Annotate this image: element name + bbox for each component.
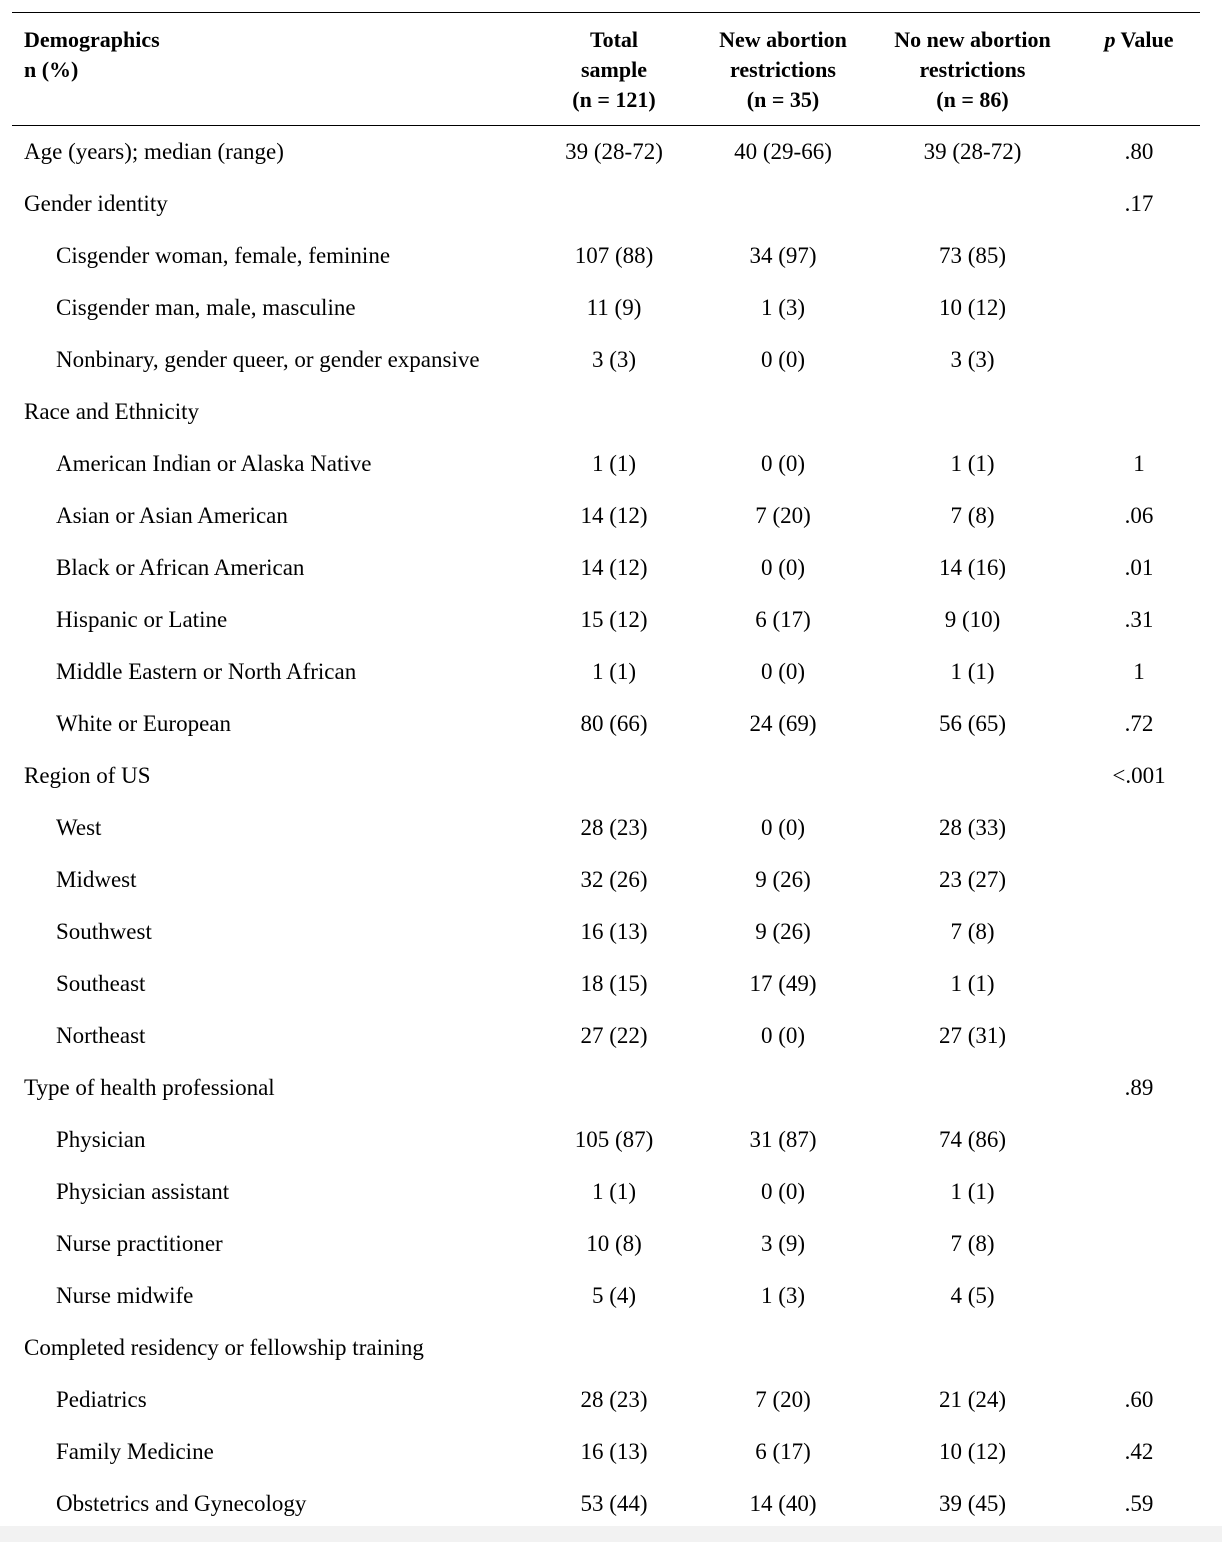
cell-new-restrictions: 9 (26) [755, 867, 811, 892]
row-label: Gender identity [24, 191, 168, 216]
cell-new-restrictions: 0 (0) [760, 451, 806, 476]
cell-new-restrictions: 0 (0) [760, 1023, 806, 1048]
row-label: Race and Ethnicity [24, 399, 199, 424]
cell-p-value [1078, 802, 1200, 854]
table-row [12, 178, 1200, 230]
row-label: Nurse midwife [56, 1283, 194, 1308]
table-row [12, 802, 1200, 854]
cell-no-new-restrictions: 1 (1) [950, 659, 995, 684]
header-new-restrictions [699, 13, 867, 126]
header-new-line: restrictions [730, 57, 836, 82]
cell-no-new-restrictions [867, 178, 1078, 230]
table-row [12, 126, 1200, 179]
table-row [12, 1374, 1200, 1426]
cell-p-value [1078, 1270, 1200, 1322]
cell-p-value [1078, 1322, 1200, 1374]
row-label: Region of US [24, 763, 151, 788]
cell-total-sample: 14 (12) [580, 555, 648, 580]
cell-no-new-restrictions: 3 (3) [950, 347, 995, 372]
cell-p-value [1078, 1114, 1200, 1166]
cell-p-value [1078, 1010, 1200, 1062]
row-label: Middle Eastern or North African [56, 659, 357, 684]
cell-p-value [1078, 282, 1200, 334]
cell-total-sample: 1 (1) [591, 451, 637, 476]
row-label: Physician [56, 1127, 146, 1152]
row-label: Cisgender woman, female, feminine [56, 243, 391, 268]
cell-no-new-restrictions: 21 (24) [938, 1387, 1007, 1412]
row-label: Nurse practitioner [56, 1231, 223, 1256]
table-row [12, 334, 1200, 386]
table-row [12, 1062, 1200, 1114]
row-label: Southwest [56, 919, 152, 944]
table-row [12, 490, 1200, 542]
cell-p-value: <.001 [1112, 763, 1166, 788]
row-label: Family Medicine [56, 1439, 214, 1464]
header-total-line: Total [589, 27, 639, 52]
cell-total-sample: 80 (66) [580, 711, 648, 736]
cell-total-sample: 32 (26) [580, 867, 648, 892]
cell-new-restrictions: 6 (17) [755, 1439, 811, 1464]
cell-p-value: 1 [1133, 659, 1145, 684]
cell-new-restrictions: 9 (26) [755, 919, 811, 944]
cell-no-new-restrictions: 56 (65) [938, 711, 1007, 736]
cell-new-restrictions: 1 (3) [760, 1283, 806, 1308]
header-new-line: New abortion [719, 27, 847, 52]
table-row [12, 594, 1200, 646]
row-label: American Indian or Alaska Native [56, 451, 372, 476]
cell-new-restrictions [699, 178, 867, 230]
cell-no-new-restrictions: 28 (33) [938, 815, 1007, 840]
row-label: Northeast [56, 1023, 146, 1048]
cell-p-value [1078, 906, 1200, 958]
header-p-value [1078, 13, 1200, 126]
cell-no-new-restrictions: 14 (16) [938, 555, 1007, 580]
cell-new-restrictions: 0 (0) [760, 555, 806, 580]
cell-new-restrictions: 7 (20) [755, 1387, 811, 1412]
cell-no-new-restrictions: 4 (5) [950, 1283, 995, 1308]
cell-new-restrictions [699, 750, 867, 802]
header-no-new-line: (n = 86) [936, 87, 1009, 112]
header-no-new-line: No new abortion [894, 27, 1051, 52]
cell-total-sample: 105 (87) [574, 1127, 654, 1152]
table-row [12, 1426, 1200, 1478]
cell-no-new-restrictions: 27 (31) [938, 1023, 1007, 1048]
cell-total-sample: 53 (44) [580, 1491, 648, 1516]
demographics-table-container [12, 12, 1200, 1531]
row-label: Obstetrics and Gynecology [56, 1491, 307, 1516]
cell-p-value: .60 [1124, 1387, 1154, 1412]
table-row [12, 1218, 1200, 1270]
header-demographics-line: Demographics [24, 27, 160, 52]
cell-total-sample [529, 178, 699, 230]
table-header [12, 13, 1200, 126]
cell-p-value: .80 [1124, 139, 1154, 164]
cell-no-new-restrictions: 39 (28-72) [923, 139, 1022, 164]
cell-p-value [1078, 230, 1200, 282]
cell-total-sample: 39 (28-72) [565, 139, 663, 164]
row-label: Cisgender man, male, masculine [56, 295, 356, 320]
table-row [12, 646, 1200, 698]
cell-new-restrictions: 7 (20) [755, 503, 811, 528]
table-row [12, 542, 1200, 594]
cell-no-new-restrictions: 73 (85) [938, 243, 1007, 268]
cell-no-new-restrictions: 74 (86) [938, 1127, 1007, 1152]
table-row [12, 1322, 1200, 1374]
table-row [12, 698, 1200, 750]
table-body [12, 126, 1200, 1531]
cell-p-value [1078, 1166, 1200, 1218]
cell-no-new-restrictions: 1 (1) [950, 1179, 995, 1204]
table-row [12, 1114, 1200, 1166]
header-row [12, 13, 1200, 126]
table-row [12, 230, 1200, 282]
cell-new-restrictions: 1 (3) [760, 295, 806, 320]
cell-new-restrictions: 24 (69) [749, 711, 817, 736]
cell-p-value: .31 [1124, 607, 1154, 632]
page-bottom-strip [0, 1526, 1222, 1542]
cell-total-sample: 28 (23) [580, 815, 648, 840]
table-row [12, 1010, 1200, 1062]
table-row [12, 438, 1200, 490]
cell-p-value [1078, 1218, 1200, 1270]
cell-p-value: .17 [1124, 191, 1154, 216]
cell-p-value: .01 [1124, 555, 1154, 580]
cell-p-value [1078, 958, 1200, 1010]
cell-no-new-restrictions: 7 (8) [950, 1231, 995, 1256]
cell-new-restrictions: 3 (9) [760, 1231, 806, 1256]
row-label: Black or African American [56, 555, 305, 580]
cell-p-value [1078, 334, 1200, 386]
row-label: Age (years); median (range) [24, 139, 284, 164]
header-total-line: (n = 121) [572, 87, 656, 112]
table-row [12, 958, 1200, 1010]
row-label: Hispanic or Latine [56, 607, 228, 632]
cell-new-restrictions: 40 (29-66) [734, 139, 832, 164]
cell-no-new-restrictions [867, 1322, 1078, 1374]
cell-new-restrictions: 31 (87) [749, 1127, 817, 1152]
header-no-new-restrictions [867, 13, 1078, 126]
cell-p-value: .72 [1124, 711, 1154, 736]
cell-total-sample: 16 (13) [580, 919, 648, 944]
cell-total-sample: 5 (4) [591, 1283, 637, 1308]
cell-no-new-restrictions [867, 750, 1078, 802]
cell-total-sample: 14 (12) [580, 503, 648, 528]
cell-total-sample: 27 (22) [580, 1023, 648, 1048]
cell-p-value: 1 [1133, 451, 1145, 476]
cell-no-new-restrictions: 7 (8) [950, 919, 995, 944]
cell-p-value: .89 [1124, 1075, 1154, 1100]
table-row [12, 1478, 1200, 1531]
cell-no-new-restrictions [867, 386, 1078, 438]
header-demographics [12, 13, 529, 126]
cell-total-sample: 1 (1) [591, 659, 637, 684]
table-row [12, 750, 1200, 802]
cell-p-value: .06 [1124, 503, 1154, 528]
header-total-sample [529, 13, 699, 126]
cell-p-value: .42 [1124, 1439, 1154, 1464]
cell-new-restrictions [699, 386, 867, 438]
table-row [12, 1270, 1200, 1322]
row-label: Nonbinary, gender queer, or gender expansive [56, 347, 480, 372]
cell-new-restrictions: 14 (40) [749, 1491, 817, 1516]
row-label: Pediatrics [56, 1387, 147, 1412]
cell-p-value: .59 [1124, 1491, 1154, 1516]
cell-no-new-restrictions: 39 (45) [938, 1491, 1007, 1516]
header-p-italic: p [1104, 27, 1116, 52]
cell-new-restrictions: 0 (0) [760, 1179, 806, 1204]
cell-total-sample: 3 (3) [591, 347, 637, 372]
cell-no-new-restrictions: 10 (12) [938, 295, 1007, 320]
cell-no-new-restrictions [867, 1062, 1078, 1114]
cell-new-restrictions: 0 (0) [760, 347, 806, 372]
cell-total-sample: 10 (8) [586, 1231, 642, 1256]
row-label: Midwest [56, 867, 137, 892]
cell-no-new-restrictions: 1 (1) [950, 971, 995, 996]
cell-no-new-restrictions: 23 (27) [938, 867, 1007, 892]
header-total-line: sample [581, 57, 647, 82]
cell-total-sample: 16 (13) [580, 1439, 648, 1464]
row-label: Completed residency or fellowship training [24, 1335, 424, 1360]
cell-new-restrictions: 0 (0) [760, 659, 806, 684]
cell-total-sample: 15 (12) [580, 607, 648, 632]
cell-new-restrictions [699, 1062, 867, 1114]
cell-new-restrictions [699, 1322, 867, 1374]
cell-total-sample [529, 1062, 699, 1114]
table-row [12, 854, 1200, 906]
table-row [12, 282, 1200, 334]
cell-total-sample: 28 (23) [580, 1387, 648, 1412]
cell-total-sample: 18 (15) [580, 971, 648, 996]
header-demographics-line: n (%) [24, 57, 79, 82]
cell-p-value [1078, 854, 1200, 906]
cell-no-new-restrictions: 1 (1) [950, 451, 995, 476]
cell-total-sample: 11 (9) [586, 295, 642, 320]
cell-p-value [1078, 386, 1200, 438]
cell-new-restrictions: 17 (49) [749, 971, 817, 996]
table-row [12, 1166, 1200, 1218]
row-label: White or European [56, 711, 231, 736]
cell-no-new-restrictions: 10 (12) [938, 1439, 1007, 1464]
cell-total-sample [529, 750, 699, 802]
row-label: Asian or Asian American [56, 503, 288, 528]
cell-new-restrictions: 6 (17) [755, 607, 811, 632]
cell-total-sample: 107 (88) [574, 243, 654, 268]
header-new-line: (n = 35) [746, 87, 820, 112]
cell-new-restrictions: 0 (0) [760, 815, 806, 840]
row-label: West [56, 815, 102, 840]
row-label: Physician assistant [56, 1179, 230, 1204]
row-label: Type of health professional [24, 1075, 275, 1100]
demographics-table [12, 12, 1200, 1531]
table-row [12, 906, 1200, 958]
cell-no-new-restrictions: 7 (8) [950, 503, 995, 528]
row-label: Southeast [56, 971, 146, 996]
header-no-new-line: restrictions [919, 57, 1026, 82]
cell-total-sample: 1 (1) [591, 1179, 637, 1204]
cell-no-new-restrictions: 9 (10) [944, 607, 1001, 632]
table-row [12, 386, 1200, 438]
header-p-rest: Value [1115, 27, 1174, 52]
cell-new-restrictions: 34 (97) [749, 243, 817, 268]
cell-total-sample [529, 386, 699, 438]
cell-total-sample [529, 1322, 699, 1374]
